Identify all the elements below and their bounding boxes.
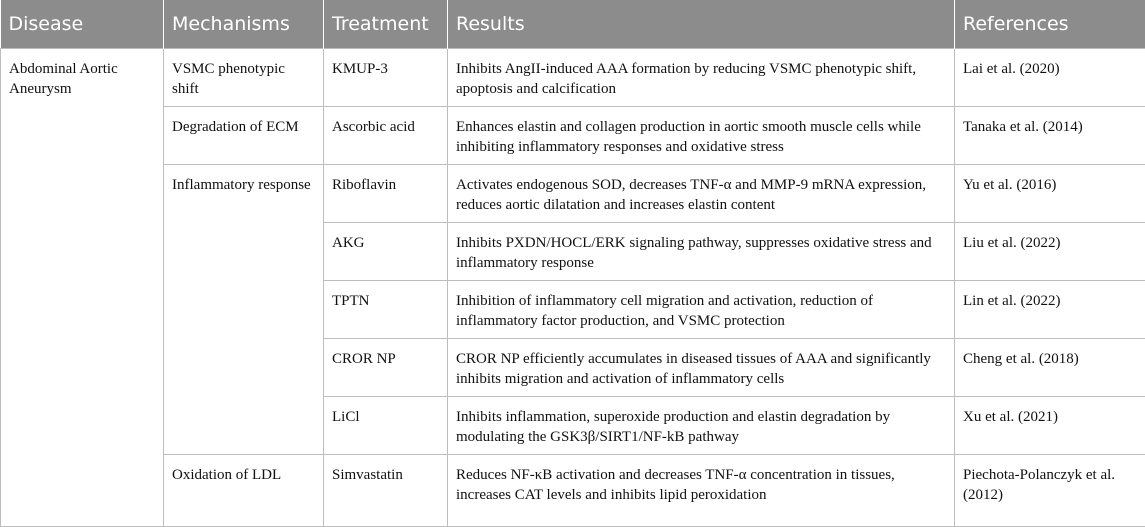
header-row <box>1 0 1145 48</box>
result-cell: Inhibits inflammation, superoxide production and elastin degradation by modulating the GSK3β/SIRT1/NF-kB pathway <box>448 396 955 454</box>
reference-cell: Piechota-Polanczyk et al. (2012) <box>955 454 1145 526</box>
disease-cell: Abdominal Aortic Aneurysm <box>1 48 164 526</box>
result-cell: Inhibits PXDN/HOCL/ERK signaling pathway, suppresses oxidative stress and inflammatory response <box>448 222 955 280</box>
mechanism-cell: Oxidation of LDL <box>164 454 324 526</box>
mechanism-cell: Degradation of ECM <box>164 106 324 164</box>
header-disease: Disease <box>1 0 164 48</box>
header-mechanisms: Mechanisms <box>164 0 324 48</box>
result-cell: CROR NP efficiently accumulates in diseased tissues of AAA and significantly inhibits migration and activation of inflammatory cells <box>448 338 955 396</box>
reference-cell: Lai et al. (2020) <box>955 48 1145 106</box>
header-references: References <box>955 0 1145 48</box>
treatment-cell: TPTN <box>324 280 448 338</box>
reference-cell: Tanaka et al. (2014) <box>955 106 1145 164</box>
result-cell: Inhibits AngII-induced AAA formation by reducing VSMC phenotypic shift, apoptosis and calcification <box>448 48 955 106</box>
result-cell: Enhances elastin and collagen production in aortic smooth muscle cells while inhibiting inflammatory responses and oxidative stress <box>448 106 955 164</box>
reference-cell: Lin et al. (2022) <box>955 280 1145 338</box>
reference-cell: Yu et al. (2016) <box>955 164 1145 222</box>
reference-cell: Cheng et al. (2018) <box>955 338 1145 396</box>
treatment-cell: Simvastatin <box>324 454 448 526</box>
header-treatment: Treatment <box>324 0 448 48</box>
mechanism-cell: VSMC phenotypic shift <box>164 48 324 106</box>
treatment-cell: Ascorbic acid <box>324 106 448 164</box>
reference-cell: Xu et al. (2021) <box>955 396 1145 454</box>
treatment-cell: Riboflavin <box>324 164 448 222</box>
header-results: Results <box>448 0 955 48</box>
mechanism-cell: Inflammatory response <box>164 164 324 454</box>
table-row <box>1 454 1145 526</box>
reference-cell: Liu et al. (2022) <box>955 222 1145 280</box>
treatment-cell: KMUP-3 <box>324 48 448 106</box>
table-row <box>1 48 1145 106</box>
table-row <box>1 164 1145 222</box>
treatment-cell: CROR NP <box>324 338 448 396</box>
treatment-cell: AKG <box>324 222 448 280</box>
result-cell: Reduces NF-κB activation and decreases TNF-α concentration in tissues, increases CAT levels and inhibits lipid peroxidation <box>448 454 955 526</box>
result-cell: Activates endogenous SOD, decreases TNF-α and MMP-9 mRNA expression, reduces aortic dilatation and increases elastin content <box>448 164 955 222</box>
treatment-cell: LiCl <box>324 396 448 454</box>
result-cell: Inhibition of inflammatory cell migration and activation, reduction of inflammatory factor production, and VSMC protection <box>448 280 955 338</box>
table-row <box>1 106 1145 164</box>
